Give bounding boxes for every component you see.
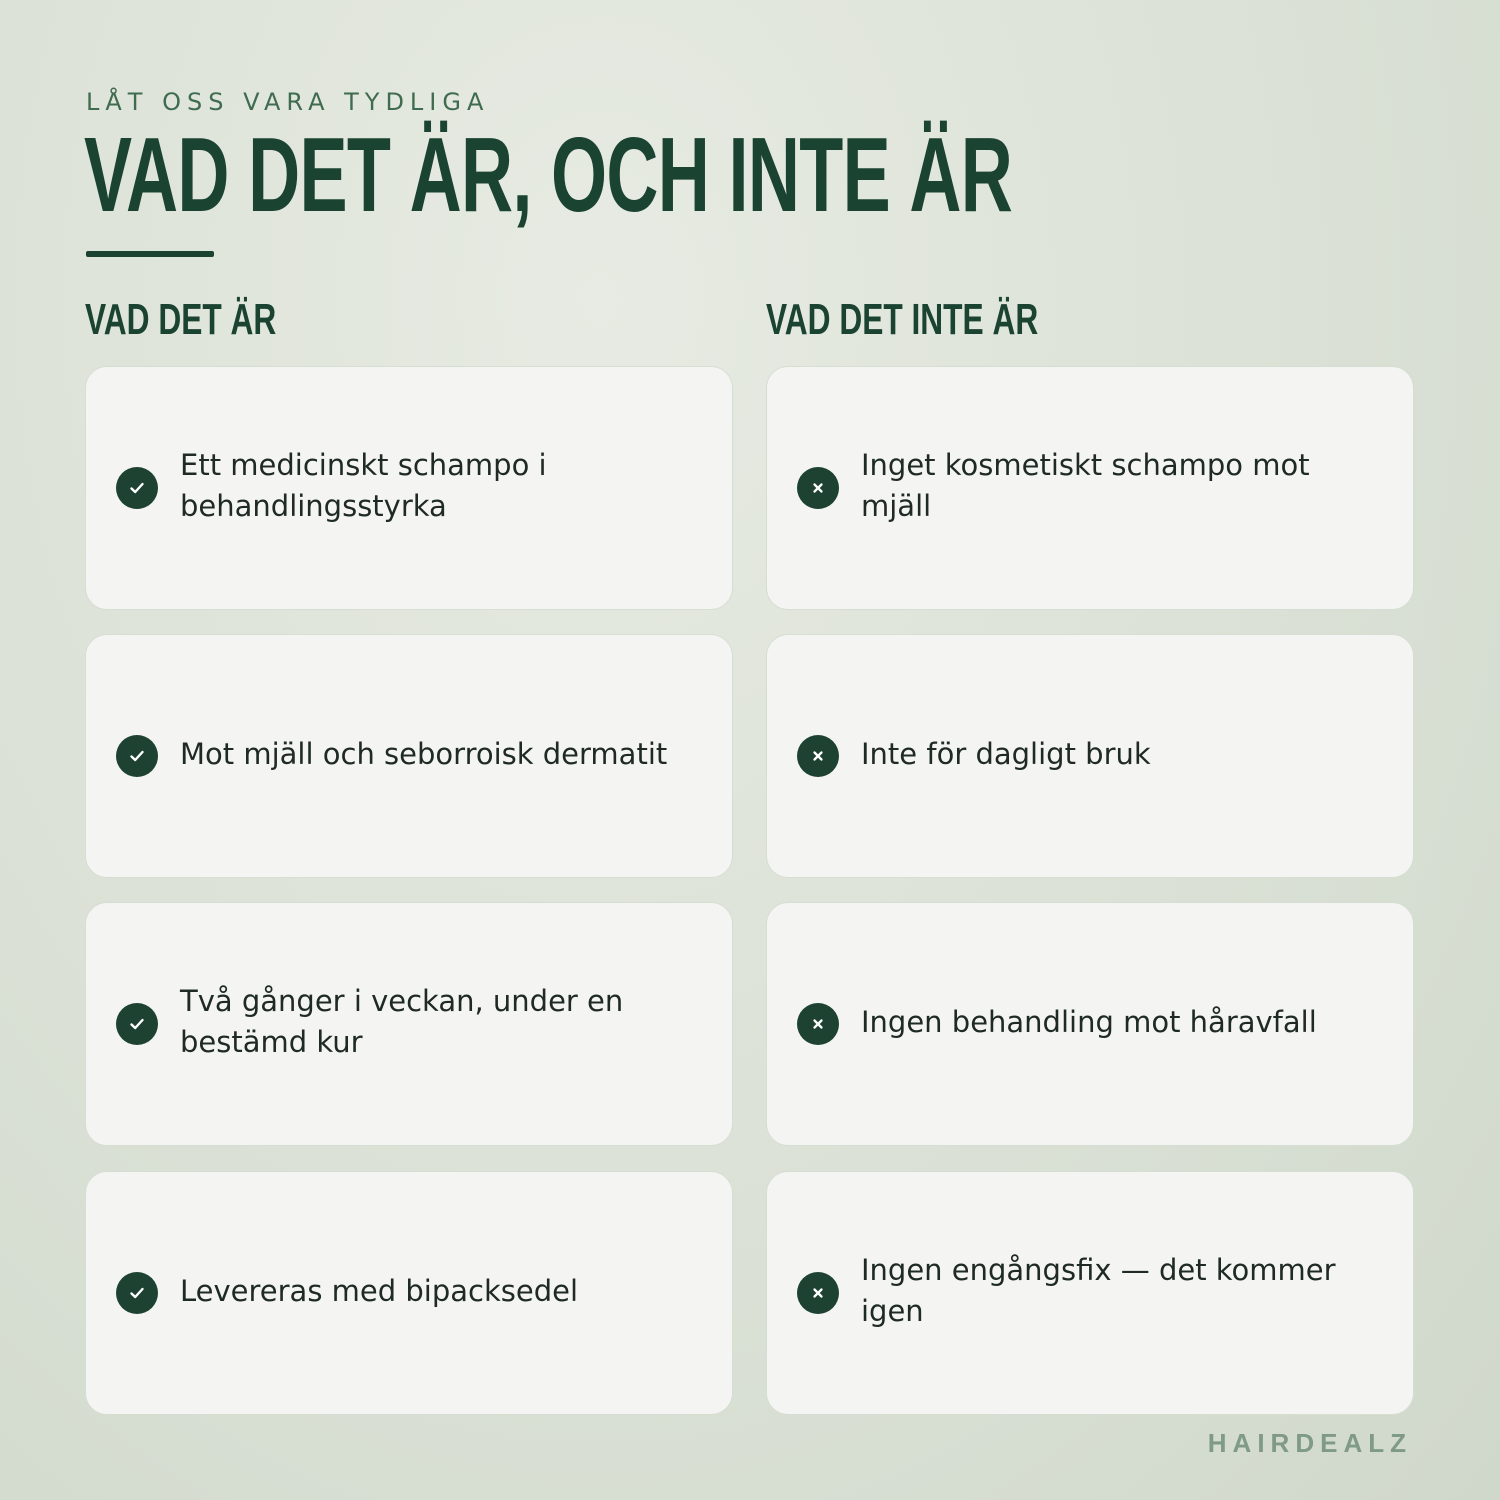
- check-icon: [116, 1272, 158, 1314]
- page-title: VAD DET ÄR, OCH INTE ÄR: [84, 116, 1013, 234]
- close-icon: [797, 735, 839, 777]
- is-card: [85, 634, 733, 878]
- is-item-text: Två gånger i veckan, under en bestämd kur: [180, 984, 624, 1059]
- is-not-card: [766, 634, 1414, 878]
- check-icon: [116, 467, 158, 509]
- is-not-card: [766, 902, 1414, 1146]
- is-not-card: [766, 1171, 1414, 1415]
- brand-logo: HAIRDEALZ: [1207, 1428, 1412, 1458]
- is-card: [85, 1171, 733, 1415]
- is-not-item-text: Ingen engångsfix — det kommer igen: [861, 1253, 1336, 1328]
- is-not-item-text: Ingen behandling mot håravfall: [861, 1004, 1317, 1039]
- is-item-text: Mot mjäll och seborroisk dermatit: [180, 736, 668, 771]
- is-card: [85, 366, 733, 610]
- close-icon: [797, 1003, 839, 1045]
- is-not-item-text: Inte för dagligt bruk: [861, 736, 1151, 771]
- close-icon: [797, 1272, 839, 1314]
- title-underline: [86, 251, 214, 257]
- column-heading-is: VAD DET ÄR: [85, 295, 277, 344]
- close-icon: [797, 467, 839, 509]
- check-icon: [116, 735, 158, 777]
- column-heading-is-not: VAD DET INTE ÄR: [766, 295, 1039, 344]
- eyebrow-label: LÅT OSS VARA TYDLIGA: [86, 88, 490, 116]
- is-not-card: [766, 366, 1414, 610]
- check-icon: [116, 1003, 158, 1045]
- is-item-text: Ett medicinskt schampo i behandlingsstyrka: [180, 448, 547, 523]
- is-item-text: Levereras med bipacksedel: [180, 1273, 578, 1308]
- is-card: [85, 902, 733, 1146]
- is-not-item-text: Inget kosmetiskt schampo mot mjäll: [861, 448, 1310, 523]
